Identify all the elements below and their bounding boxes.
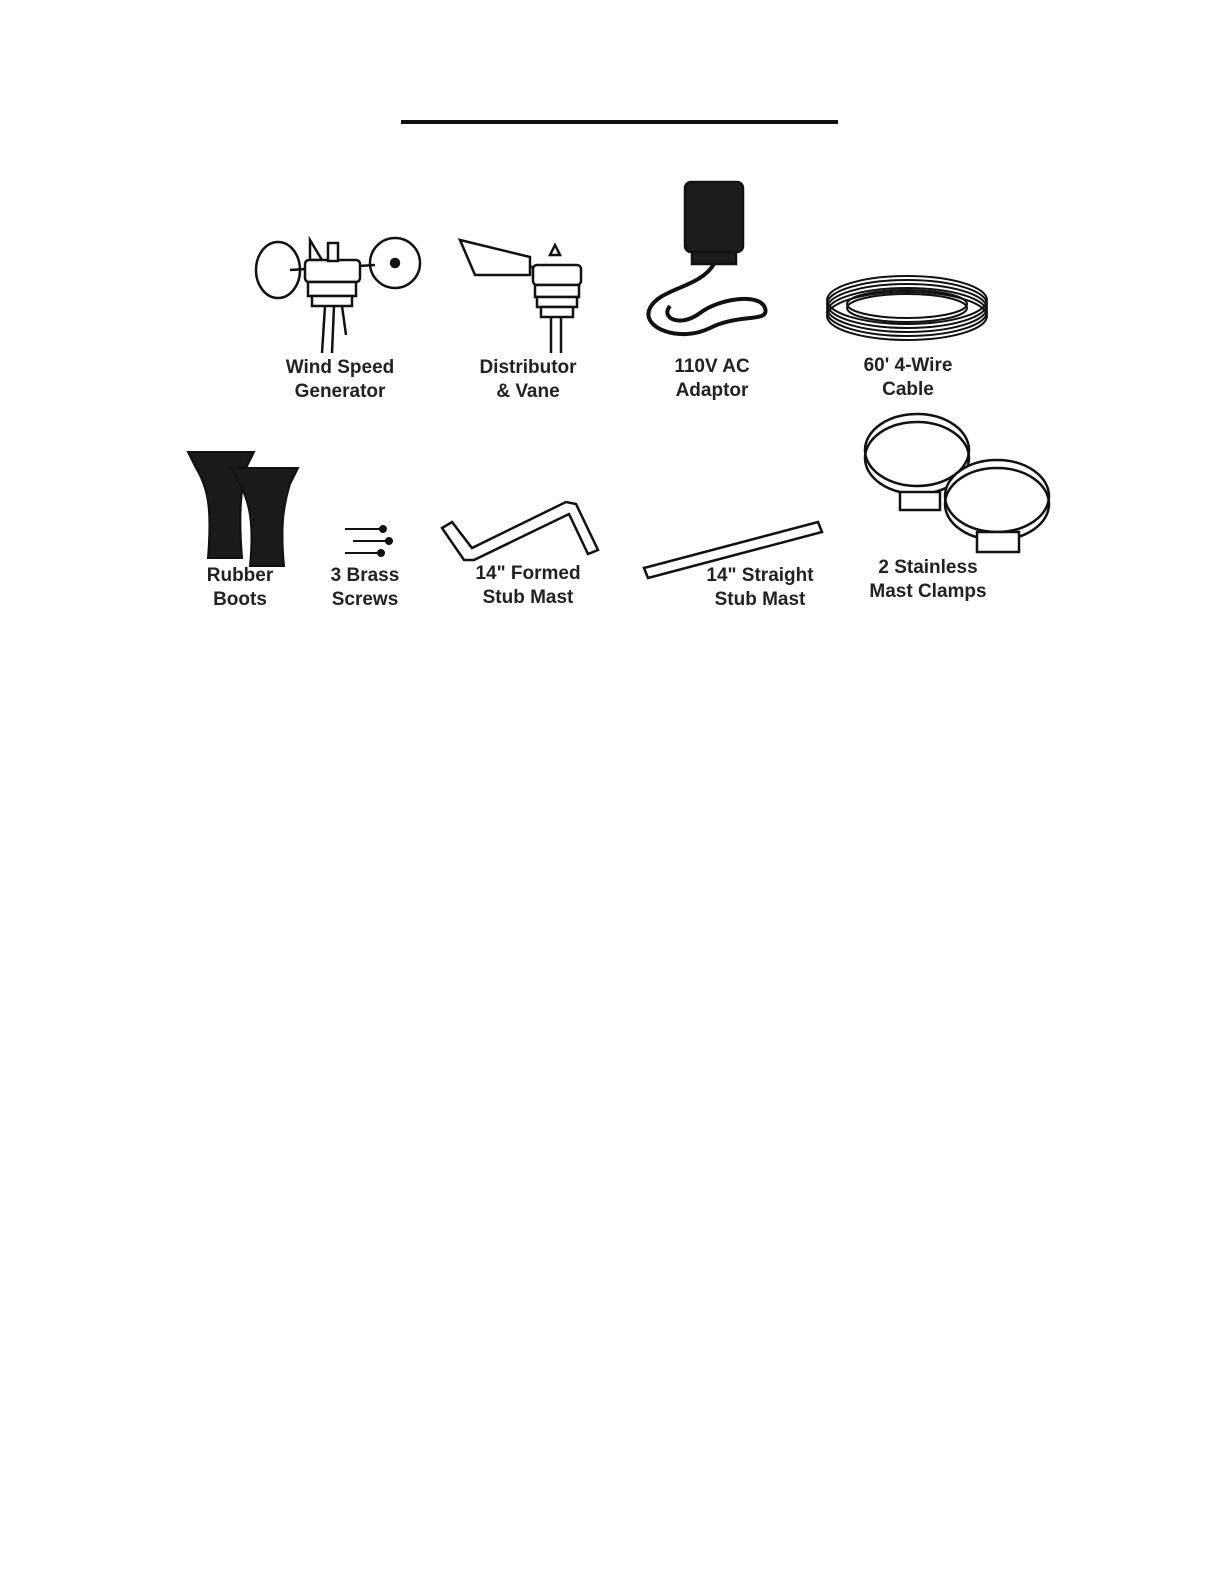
power-adaptor-illustration [640, 178, 775, 343]
anemometer-illustration [250, 225, 430, 355]
straight-stub-mast-label: 14" Straight Stub Mast [706, 565, 814, 610]
mast-clamps-label: 2 Stainless Mast Clamps [869, 557, 987, 602]
ac-adaptor-label: 110V AC Adaptor [674, 356, 750, 401]
formed-stub-mast-illustration [438, 498, 603, 568]
title-underline-rule [401, 120, 838, 124]
rubber-boots-label: Rubber Boots [206, 565, 274, 610]
distributor-vane-label: Distributor & Vane [479, 357, 577, 402]
screws-illustration [343, 525, 398, 560]
formed-stub-mast-label: 14" Formed Stub Mast [475, 563, 581, 608]
brass-screws-label: 3 Brass Screws [330, 565, 400, 610]
wind-vane-illustration [455, 235, 595, 355]
rubber-boots-illustration [186, 448, 301, 568]
cable-label: 60' 4-Wire Cable [863, 355, 953, 400]
cable-coil-illustration [822, 270, 992, 350]
wind-speed-generator-label: Wind Speed Generator [285, 357, 395, 402]
hose-clamps-illustration [862, 408, 1057, 558]
